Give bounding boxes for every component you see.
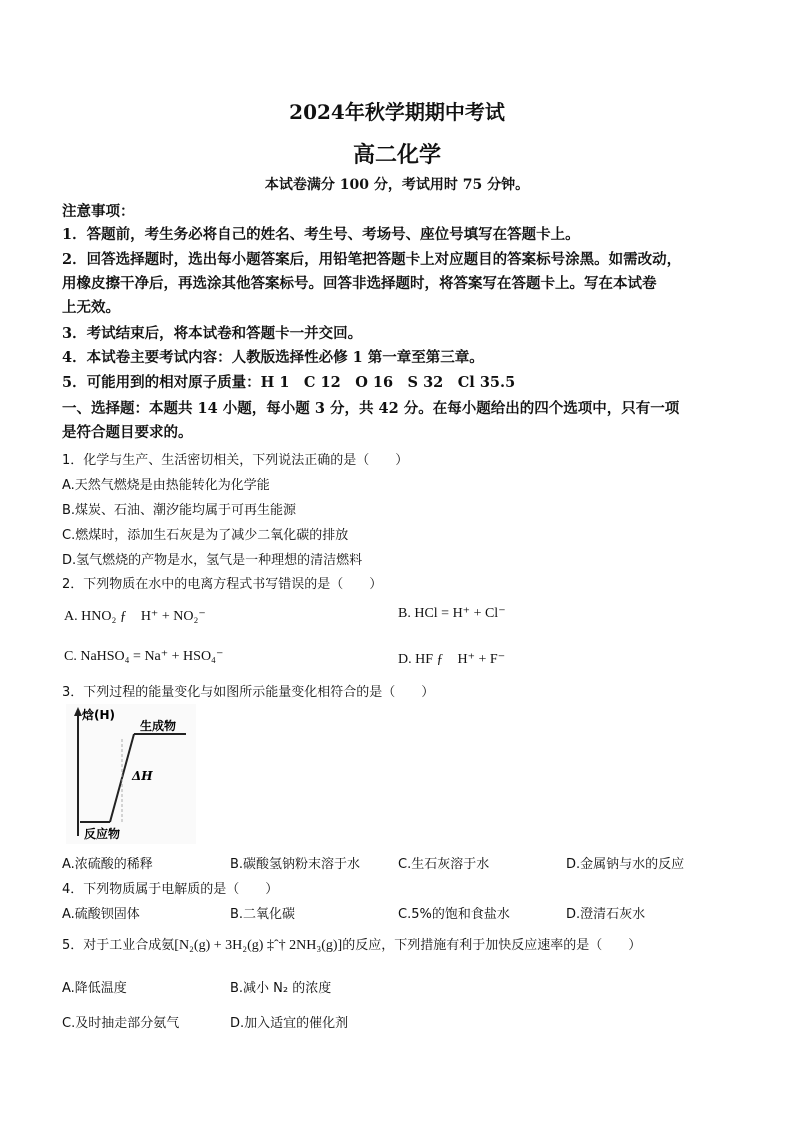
notice-heading: 注意事项： [62,203,135,220]
question-3-option-b: B.碳酸氢钠粉末溶于水 [230,857,361,872]
question-5-stem-post: 的反应，下列措施有利于加快反应速率的是（ ） [342,938,642,953]
question-1-option-d: D.氢气燃烧的产物是水，氢气是一种理想的清洁燃料 [62,553,363,568]
question-5-option-a: A.降低温度 [62,981,127,996]
notice-line: 2．回答选择题时，选出每小题答案后，用铅笔把答题卡上对应题目的答案标号涂黑。如需改动， [62,251,682,268]
question-2-option-d: D. HF ƒ H⁺ + F⁻ [398,652,506,667]
question-3-option-d: D.金属钠与水的反应 [566,857,685,872]
subject-title: 高二化学 [352,142,441,168]
question-3-option-a: A.浓硫酸的稀释 [62,857,153,872]
question-4-option-c: C.5%的饱和食盐水 [398,907,510,922]
question-5-stem [62,934,641,954]
question-3-stem: 3．下列过程的能量变化与如图所示能量变化相符合的是（ ） [62,685,435,700]
reactant-label: 反应物 [84,827,121,841]
question-4-option-a: A.硫酸钡固体 [62,907,140,922]
question-1-option-b: B.煤炭、石油、潮汐能均属于可再生能源 [62,503,297,518]
notice-line: 5．可能用到的相对原子质量：H 1 C 12 O 16 S 32 Cl 35.5 [62,374,516,391]
notice-line: 3．考试结束后，将本试卷和答题卡一并交回。 [62,325,363,342]
product-label: 生成物 [140,719,177,733]
section-heading: 一、选择题：本题共 14 小题，每小题 3 分，共 42 分。在每小题给出的四个选项中，只有一项 [62,400,680,417]
notice-line: 用橡皮擦干净后，再选涂其他答案标号。回答非选择题时，将答案写在答题卡上。写在本试卷 [62,275,657,292]
enthalpy-diagram [66,704,196,844]
ammonia-synthesis-equation: [N₂(g) + 3H₂(g) ‡ˆ† 2NH₃(g)] [174,938,343,953]
question-5-option-c: C.及时抽走部分氨气 [62,1016,180,1031]
question-1-option-c: C.燃煤时，添加生石灰是为了减少二氧化碳的排放 [62,528,349,543]
y-axis-label: 焓(H) [82,708,116,722]
exam-info: 本试卷满分 100 分，考试用时 75 分钟。 [264,177,530,193]
question-4-option-d: D.澄清石灰水 [566,907,646,922]
delta-h-label: ΔH [132,769,153,783]
question-2-stem: 2．下列物质在水中的电离方程式书写错误的是（ ） [62,577,383,592]
question-2-option-c: C. NaHSO₄ = Na⁺ + HSO₄⁻ [64,649,224,664]
question-5-option-b: B.减小 N₂ 的浓度 [230,981,332,996]
notice-line: 1．答题前，考生务必将自己的姓名、考生号、考场号、座位号填写在答题卡上。 [62,226,580,243]
section-heading-cont: 是符合题目要求的。 [62,424,193,441]
exam-title: 2024年秋学期期中考试 [289,100,505,124]
question-5-stem-pre: 5．对于工业合成氨 [62,938,175,953]
question-3-option-c: C.生石灰溶于水 [398,857,490,872]
question-5-option-d: D.加入适宜的催化剂 [230,1016,349,1031]
notice-line: 4．本试卷主要考试内容：人教版选择性必修 1 第一章至第三章。 [62,349,484,366]
question-4-stem: 4．下列物质属于电解质的是（ ） [62,882,279,897]
notice-line: 上无效。 [62,299,120,316]
question-1-stem: 1．化学与生产、生活密切相关，下列说法正确的是（ ） [62,453,409,468]
question-4-option-b: B.二氧化碳 [230,907,296,922]
question-2-option-a: A. HNO₂ ƒ H⁺ + NO₂⁻ [64,609,206,624]
question-1-option-a: A.天然气燃烧是由热能转化为化学能 [62,478,270,493]
question-2-option-b: B. HCl = H⁺ + Cl⁻ [398,606,506,621]
